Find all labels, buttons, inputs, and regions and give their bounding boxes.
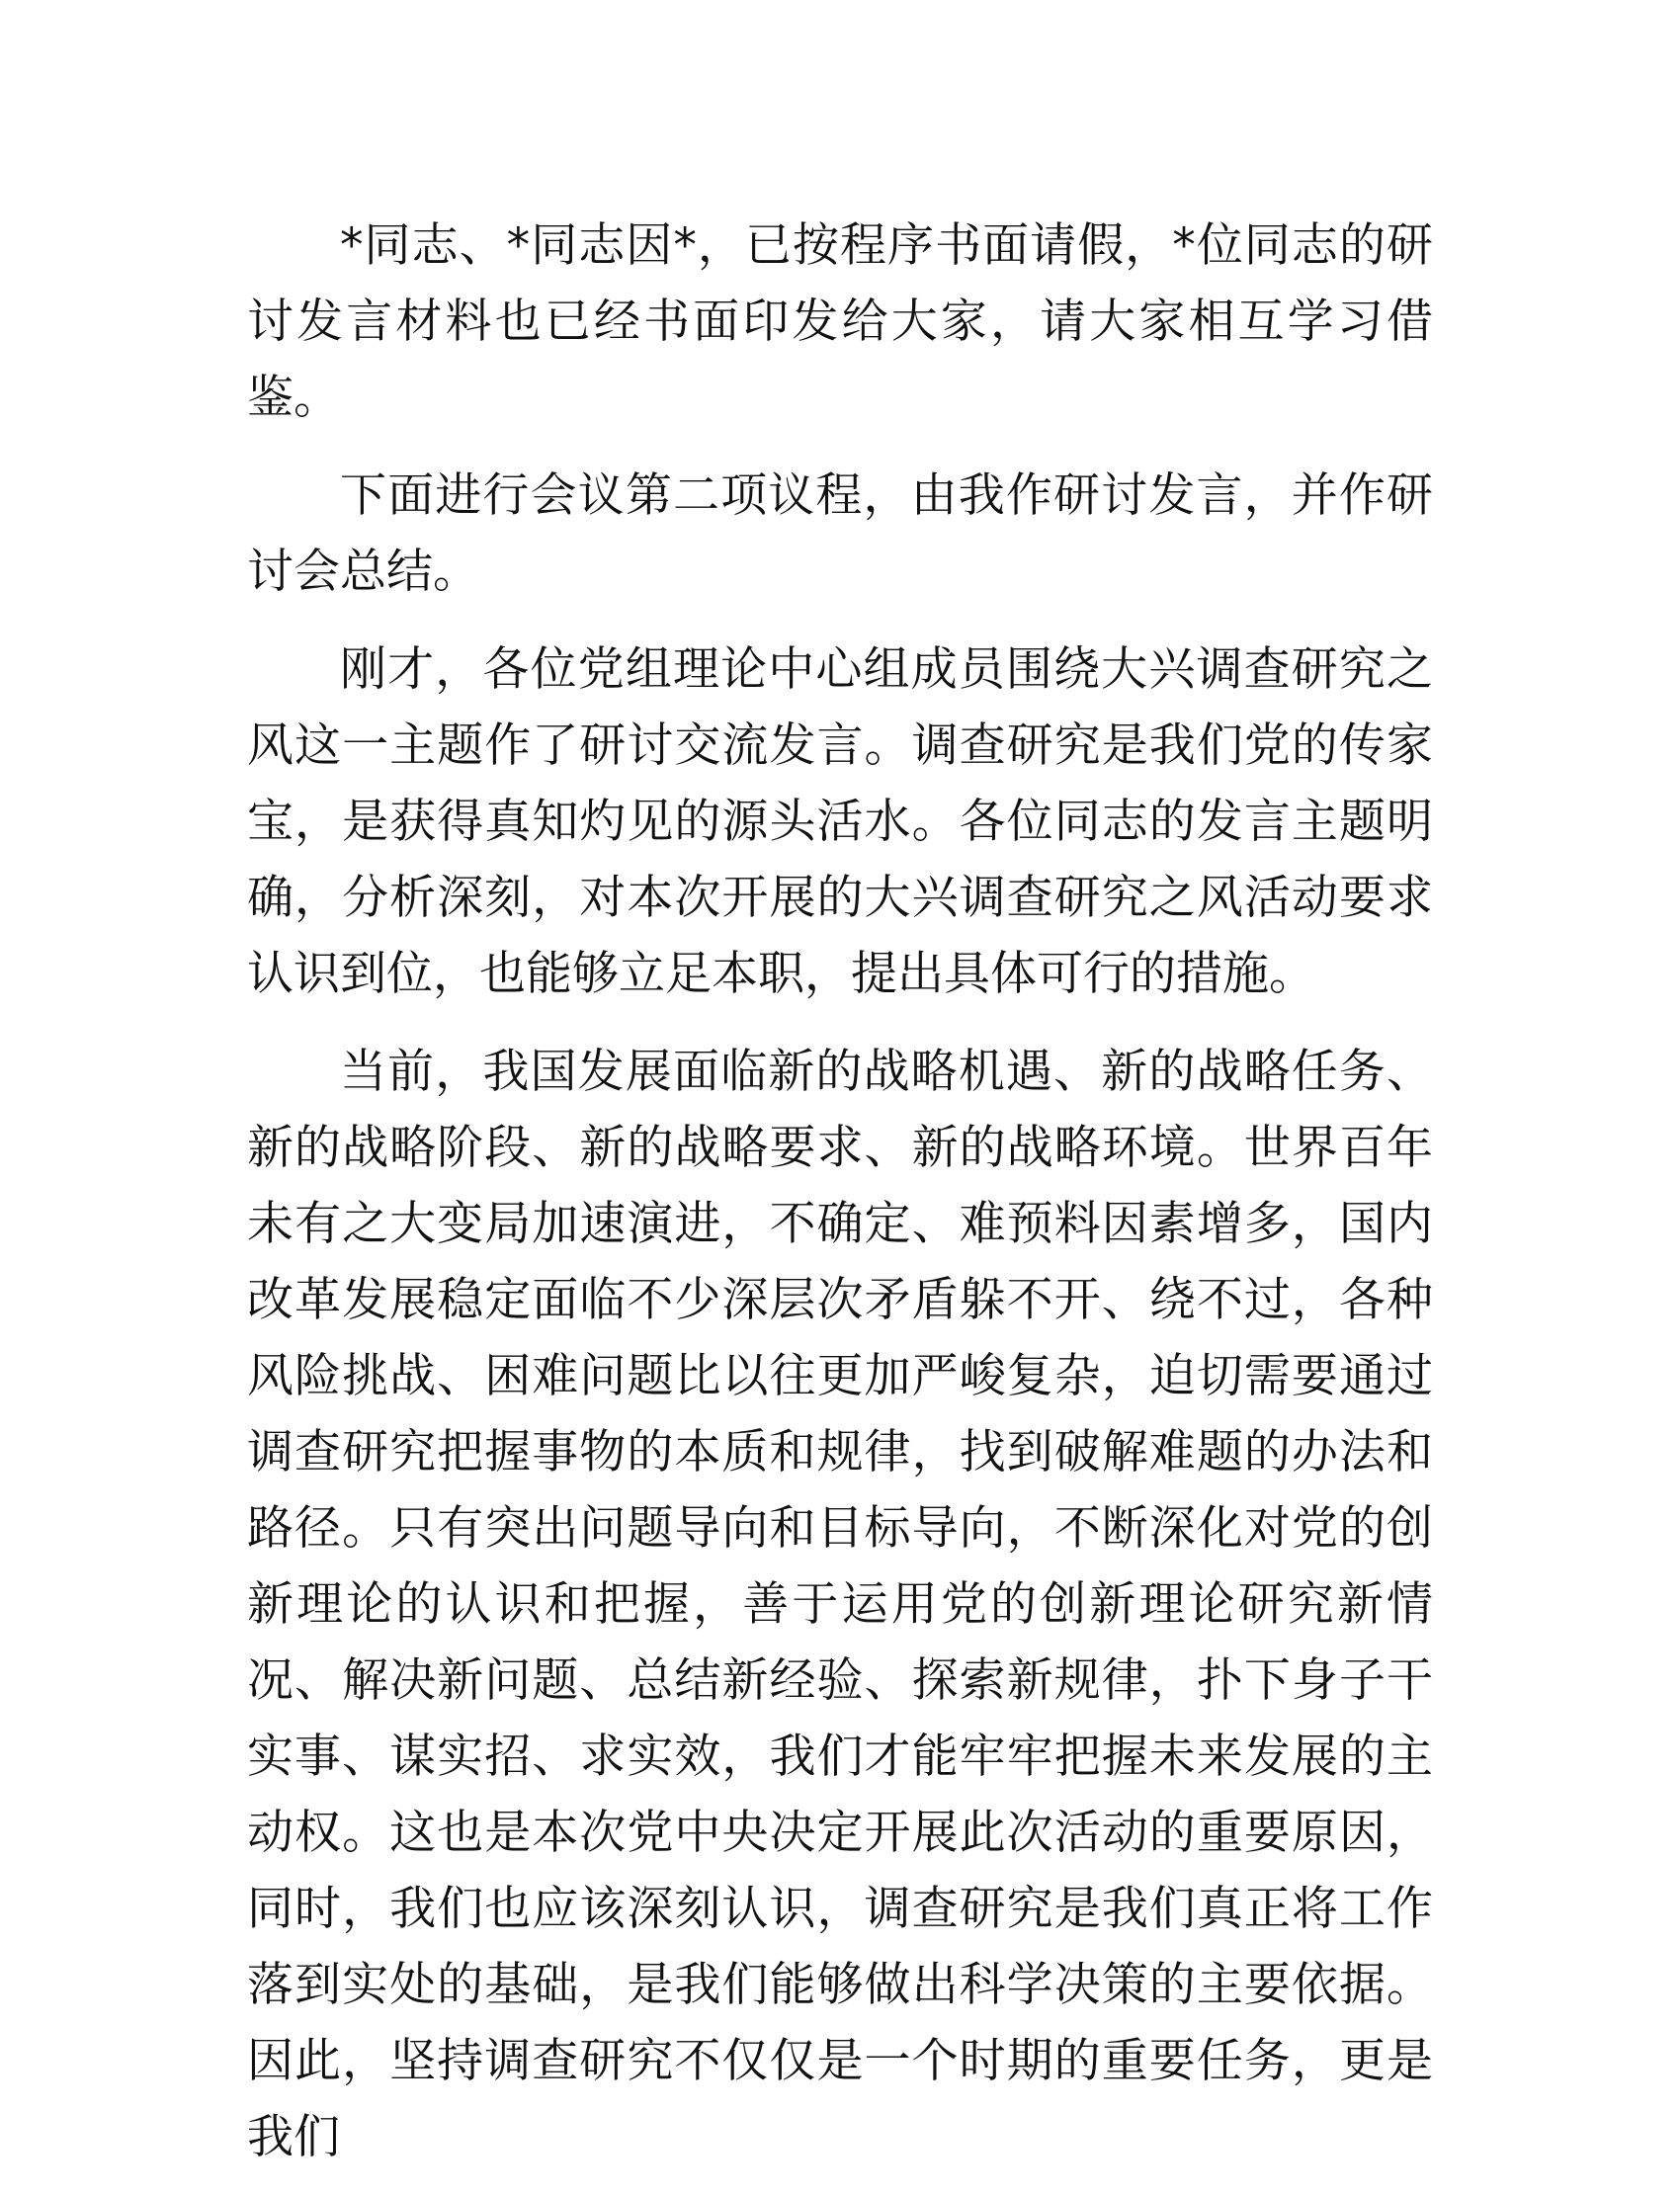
paragraph-situation: 当前，我国发展面临新的战略机遇、新的战略任务、新的战略阶段、新的战略要求、新的战略环境。世界百年未有之大变局加速演进，不确定、难预料因素增多，国内改革发展稳定面临不少深层次矛盾躲不开、绕不过，各种风险挑战、困难问题比以往更加严峻复杂，迫切需要通过调查研究把握事物的本质和规律，找到破解难题的办法和路径。只有突出问题导向和目标导向，不断深化对党的创新理论的认识和把握，善于运用党的创新理论研究新情况、解决新问题、总结新经验、探索新规律，扑下身子干实事、谋实招、求实效，我们才能牢牢把握未来发展的主动权。这也是本次党中央决定开展此次活动的重要原因，同时，我们也应该深刻认识，调查研究是我们真正将工作落到实处的基础，是我们能够做出科学决策的主要依据。因此，坚持调查研究不仅仅是一个时期的重要任务，更是我们: [247, 1045, 1433, 2164]
paragraph-agenda: 下面进行会议第二项议程，由我作研讨发言，并作研讨会总结。: [247, 468, 1433, 599]
paragraph-review: 刚才，各位党组理论中心组成员围绕大兴调查研究之风这一主题作了研讨交流发言。调查研究是我们党的传家宝，是获得真知灼见的源头活水。各位同志的发言主题明确，分析深刻，对本次开展的大兴调查研究之风活动要求认识到位，也能够立足本职，提出具体可行的措施。: [247, 642, 1433, 1001]
document-body: [247, 208, 1433, 2197]
paragraph-leave-notice: *同志、*同志因*，已按程序书面请假，*位同志的研讨发言材料也已经书面印发给大家，请大家相互学习借鉴。: [247, 218, 1433, 425]
